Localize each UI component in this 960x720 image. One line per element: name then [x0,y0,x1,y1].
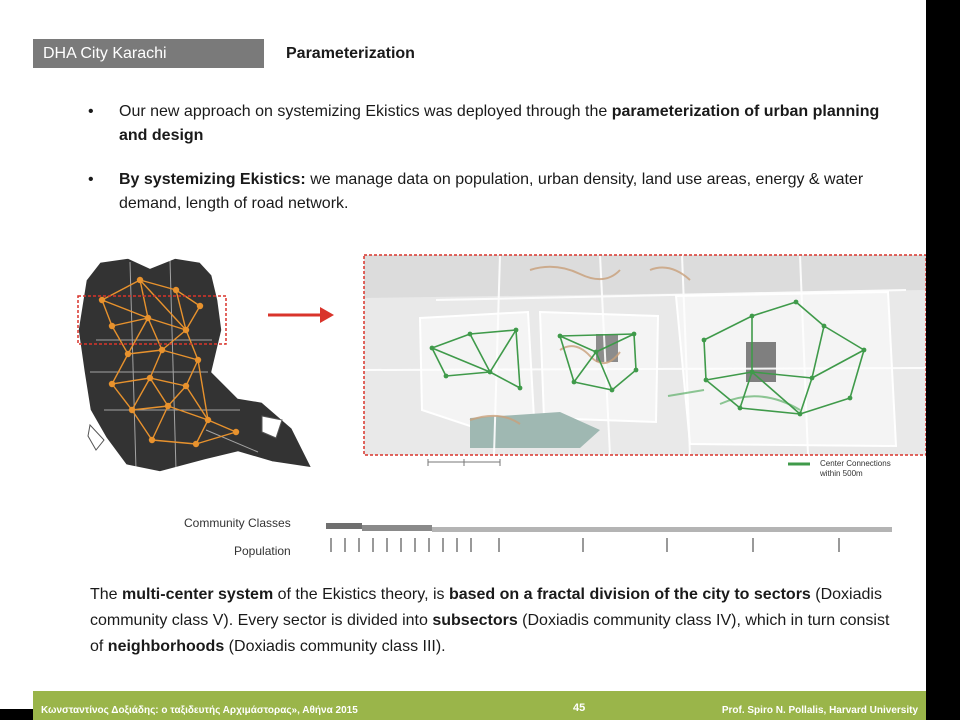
population-tick [456,538,458,552]
population-tick [838,538,840,552]
network-node [810,376,815,381]
population-tick [498,538,500,552]
network-node [634,368,639,373]
project-badge: DHA City Karachi [33,39,264,68]
network-node [862,348,867,353]
bullet-text: By systemizing Ekistics: we manage data on population, urban density, land use areas, energy & water demand, length of road network. [119,171,864,212]
network-node [109,381,115,387]
scale-label-community: Community Classes [184,516,291,530]
network-node [125,351,131,357]
network-node [109,323,115,329]
footer-citation: Κωνσταντίνος Δοξιάδης: ο ταξιδευτής Αρχιμάστορας», Αθήνα 2015 [41,705,358,716]
neighborhood-plan [364,255,926,455]
population-tick [344,538,346,552]
population-tick [666,538,668,552]
population-tick [752,538,754,552]
network-node [197,303,203,309]
network-node [610,388,615,393]
network-node [173,287,179,293]
map-scale-bar [428,459,500,466]
network-node [558,334,563,339]
network-node [738,406,743,411]
network-node [145,315,151,321]
legend-label: Center Connections [820,459,891,468]
population-tick [386,538,388,552]
network-node [794,300,799,305]
caption-paragraph: The multi-center system of the Ekistics theory, is based on a fractal division of the city to sectors (Doxiadis community class V). Every sector is divided into subsectors (Doxiadis community class IV), which in turn consist of neighborhoods (Doxiadis community class III). [90,586,890,655]
bullet-text: Our new approach on systemizing Ekistics was deployed through the parameterization of urban planning and design [119,103,880,144]
bullet-dot-icon: • [88,103,94,120]
network-node [205,417,211,423]
network-node [129,407,135,413]
network-node [704,378,709,383]
network-node [518,386,523,391]
population-tick [414,538,416,552]
network-node [572,380,577,385]
network-node [430,346,435,351]
network-node [702,338,707,343]
population-tick [582,538,584,552]
network-node [798,412,803,417]
page-number: 45 [573,702,586,714]
network-node [149,437,155,443]
network-node [444,374,449,379]
footer-author: Prof. Spiro N. Pollalis, Harvard University [721,705,918,716]
network-node [193,441,199,447]
network-node [165,403,171,409]
network-node [147,375,153,381]
network-node [233,429,239,435]
network-node [99,297,105,303]
population-tick [330,538,332,552]
population-tick [428,538,430,552]
population-tick [470,538,472,552]
network-node [594,350,599,355]
bullet-dot-icon: • [88,171,94,188]
network-node [183,383,189,389]
population-tick-marks [330,538,840,552]
network-node [848,396,853,401]
network-node [137,277,143,283]
network-node [183,327,189,333]
frame-right-border [926,0,960,720]
population-tick [400,538,402,552]
red-arrow-icon [268,307,334,323]
population-tick [372,538,374,552]
network-node [822,324,827,329]
network-node [514,328,519,333]
network-node [750,370,755,375]
population-tick [442,538,444,552]
slide-title: Parameterization [286,45,415,62]
network-node [159,347,165,353]
footer-bar [33,691,926,720]
network-node [488,370,493,375]
scale-label-population: Population [234,544,291,558]
legend-label: within 500m [820,469,863,478]
network-node [468,332,473,337]
community-class-scale [326,523,892,552]
network-node [750,314,755,319]
population-tick [358,538,360,552]
network-node [195,357,201,363]
network-node [632,332,637,337]
